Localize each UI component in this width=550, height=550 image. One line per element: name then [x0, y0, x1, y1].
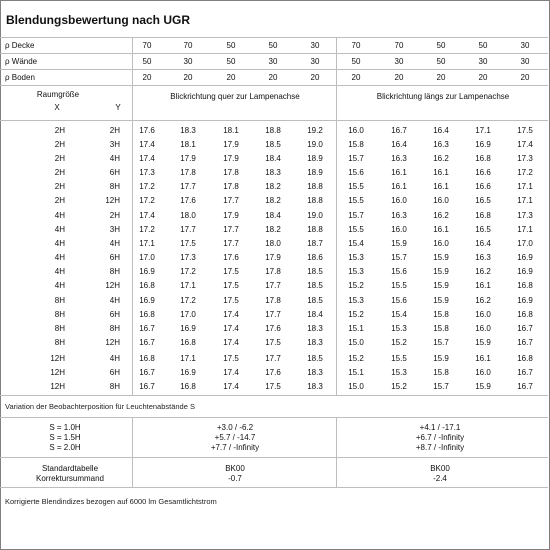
- ugr-value-cell: 16.4: [391, 140, 407, 149]
- ugr-value-cell: 15.6: [391, 267, 407, 276]
- room-x-cell: 8H: [54, 324, 65, 333]
- ugr-value-cell: 15.9: [433, 267, 449, 276]
- room-y-cell: 3H: [109, 140, 120, 149]
- ugr-value-cell: 16.9: [180, 368, 196, 377]
- ugr-value-cell: 16.8: [139, 281, 155, 290]
- ugr-value-cell: 16.0: [433, 196, 449, 205]
- ugr-value-cell: 18.5: [307, 296, 323, 305]
- reflectance-value: 20: [268, 73, 278, 82]
- variation-cross-value: +3.0 / -6.2: [216, 423, 254, 432]
- reflectance-value: 70: [142, 41, 152, 50]
- cross-direction-header: Blickrichtung quer zur Lampenachse: [170, 92, 300, 101]
- ugr-value-cell: 15.4: [391, 310, 407, 319]
- ugr-value-cell: 15.8: [433, 324, 449, 333]
- ugr-value-cell: 17.8: [180, 168, 196, 177]
- ugr-value-cell: 16.1: [475, 354, 491, 363]
- ugr-value-cell: 17.0: [517, 239, 533, 248]
- room-y-cell: 12H: [105, 196, 120, 205]
- reflectance-value: 30: [520, 57, 530, 66]
- ugr-value-cell: 16.9: [517, 267, 533, 276]
- page-title: Blendungsbewertung nach UGR: [6, 13, 191, 27]
- ugr-value-cell: 17.5: [265, 382, 281, 391]
- ugr-value-cell: 15.2: [391, 382, 407, 391]
- along-standard-table: BK00: [430, 464, 450, 473]
- room-x-cell: 12H: [50, 382, 65, 391]
- room-y-cell: 8H: [109, 324, 120, 333]
- ugr-value-cell: 16.4: [433, 126, 449, 135]
- reflectance-value: 30: [520, 41, 530, 50]
- ugr-value-cell: 15.6: [391, 296, 407, 305]
- reflectance-value: 50: [478, 41, 488, 50]
- ugr-value-cell: 16.9: [180, 324, 196, 333]
- column-divider: [132, 417, 133, 487]
- ugr-value-cell: 15.2: [348, 354, 364, 363]
- ugr-value-cell: 17.7: [265, 354, 281, 363]
- ugr-value-cell: 15.5: [391, 281, 407, 290]
- room-x-cell: 8H: [54, 296, 65, 305]
- ugr-value-cell: 17.4: [139, 154, 155, 163]
- divider: [0, 457, 548, 458]
- ugr-value-cell: 18.4: [307, 310, 323, 319]
- room-x-cell: 12H: [50, 354, 65, 363]
- ugr-value-cell: 18.5: [307, 267, 323, 276]
- ugr-value-cell: 15.0: [348, 382, 364, 391]
- ugr-value-cell: 18.2: [265, 196, 281, 205]
- ugr-value-cell: 17.7: [223, 196, 239, 205]
- ugr-value-cell: 16.2: [475, 267, 491, 276]
- ugr-value-cell: 15.7: [433, 338, 449, 347]
- ugr-value-cell: 16.7: [391, 126, 407, 135]
- ugr-value-cell: 16.4: [475, 239, 491, 248]
- ugr-value-cell: 16.0: [475, 368, 491, 377]
- reflectance-value: 20: [394, 73, 404, 82]
- ugr-value-cell: 18.8: [307, 182, 323, 191]
- room-y-cell: 12H: [105, 338, 120, 347]
- ugr-value-cell: 16.7: [517, 338, 533, 347]
- ugr-value-cell: 17.5: [223, 281, 239, 290]
- ugr-value-cell: 17.4: [223, 382, 239, 391]
- ugr-value-cell: 16.7: [139, 382, 155, 391]
- ugr-value-cell: 17.6: [265, 368, 281, 377]
- ugr-value-cell: 17.7: [265, 281, 281, 290]
- ugr-value-cell: 16.3: [391, 154, 407, 163]
- ugr-value-cell: 17.2: [139, 182, 155, 191]
- divider: [0, 487, 548, 488]
- ugr-value-cell: 18.0: [180, 211, 196, 220]
- ugr-value-cell: 17.4: [223, 338, 239, 347]
- ugr-value-cell: 18.7: [307, 239, 323, 248]
- ugr-value-cell: 18.4: [265, 211, 281, 220]
- room-y-cell: 4H: [109, 296, 120, 305]
- ugr-value-cell: 18.3: [307, 382, 323, 391]
- ugr-value-cell: 16.3: [475, 253, 491, 262]
- variation-caption: Variation der Beobachterposition für Leuchtenabstände S: [5, 402, 195, 411]
- ugr-value-cell: 16.1: [475, 281, 491, 290]
- ugr-value-cell: 16.6: [475, 168, 491, 177]
- room-x-cell: 4H: [54, 239, 65, 248]
- ugr-value-cell: 15.3: [391, 368, 407, 377]
- room-x-cell: 2H: [54, 196, 65, 205]
- ugr-value-cell: 15.5: [348, 196, 364, 205]
- room-y-cell: 3H: [109, 225, 120, 234]
- ugr-value-cell: 15.0: [348, 338, 364, 347]
- reflectance-value: 30: [394, 57, 404, 66]
- ugr-value-cell: 16.0: [475, 310, 491, 319]
- room-y-cell: 8H: [109, 382, 120, 391]
- ugr-value-cell: 18.3: [307, 368, 323, 377]
- room-y-cell: 4H: [109, 354, 120, 363]
- ugr-value-cell: 17.1: [517, 182, 533, 191]
- ugr-value-cell: 17.1: [180, 354, 196, 363]
- ugr-value-cell: 16.8: [517, 354, 533, 363]
- ugr-value-cell: 17.2: [517, 168, 533, 177]
- ugr-value-cell: 16.1: [391, 182, 407, 191]
- ugr-value-cell: 16.8: [180, 382, 196, 391]
- ugr-value-cell: 16.7: [517, 368, 533, 377]
- ugr-value-cell: 15.3: [348, 267, 364, 276]
- ugr-value-cell: 17.1: [180, 281, 196, 290]
- ugr-value-cell: 18.8: [265, 126, 281, 135]
- ugr-value-cell: 16.6: [475, 182, 491, 191]
- ugr-value-cell: 17.4: [517, 140, 533, 149]
- ugr-value-cell: 16.8: [180, 338, 196, 347]
- ugr-value-cell: 16.9: [139, 296, 155, 305]
- ugr-value-cell: 17.4: [223, 368, 239, 377]
- ugr-value-cell: 16.0: [391, 196, 407, 205]
- ugr-value-cell: 18.0: [265, 239, 281, 248]
- ugr-value-cell: 18.2: [265, 225, 281, 234]
- ugr-value-cell: 18.3: [180, 126, 196, 135]
- room-x-cell: 8H: [54, 338, 65, 347]
- ugr-value-cell: 17.3: [139, 168, 155, 177]
- ugr-value-cell: 15.9: [391, 239, 407, 248]
- ugr-value-cell: 18.5: [265, 140, 281, 149]
- ugr-value-cell: 16.8: [139, 310, 155, 319]
- room-x-cell: 2H: [54, 154, 65, 163]
- ugr-value-cell: 15.8: [433, 310, 449, 319]
- ugr-value-cell: 16.7: [139, 338, 155, 347]
- divider: [0, 69, 548, 70]
- ugr-value-cell: 16.1: [433, 225, 449, 234]
- ugr-value-cell: 16.0: [475, 324, 491, 333]
- ugr-value-cell: 18.5: [307, 281, 323, 290]
- ugr-value-cell: 16.7: [139, 324, 155, 333]
- variation-cross-value: +5.7 / -14.7: [214, 433, 256, 442]
- ugr-value-cell: 17.5: [223, 354, 239, 363]
- reflectance-value: 20: [520, 73, 530, 82]
- ugr-value-cell: 17.7: [265, 310, 281, 319]
- reflectance-value: 50: [226, 57, 236, 66]
- room-x-cell: 4H: [54, 225, 65, 234]
- reflectance-value: 30: [478, 57, 488, 66]
- reflectance-value: 50: [142, 57, 152, 66]
- ugr-value-cell: 16.9: [475, 140, 491, 149]
- ugr-value-cell: 17.8: [223, 182, 239, 191]
- ugr-value-cell: 17.6: [223, 253, 239, 262]
- ugr-value-cell: 16.1: [433, 182, 449, 191]
- room-x-cell: 4H: [54, 281, 65, 290]
- reflectance-value: 30: [310, 41, 320, 50]
- variation-label: S = 1.0H: [49, 423, 81, 432]
- ugr-value-cell: 17.4: [139, 140, 155, 149]
- room-x-cell: 8H: [54, 310, 65, 319]
- ugr-value-cell: 16.5: [475, 196, 491, 205]
- room-y-cell: 6H: [109, 310, 120, 319]
- ugr-value-cell: 16.8: [517, 281, 533, 290]
- footnote: Korrigierte Blendindizes bezogen auf 6000 lm Gesamtlichtstrom: [5, 497, 217, 506]
- variation-along-value: +4.1 / -17.1: [419, 423, 461, 432]
- ugr-value-cell: 17.8: [265, 296, 281, 305]
- reflectance-value: 50: [268, 41, 278, 50]
- ugr-value-cell: 18.4: [265, 154, 281, 163]
- ugr-value-cell: 17.0: [139, 253, 155, 262]
- ugr-value-cell: 15.2: [348, 281, 364, 290]
- reflectance-value: 70: [351, 41, 361, 50]
- ugr-value-cell: 15.9: [433, 281, 449, 290]
- ugr-value-cell: 15.6: [348, 168, 364, 177]
- ugr-value-cell: 17.4: [223, 324, 239, 333]
- ugr-value-cell: 17.9: [180, 154, 196, 163]
- ugr-value-cell: 16.0: [391, 225, 407, 234]
- ugr-value-cell: 17.9: [223, 211, 239, 220]
- variation-label: S = 1.5H: [49, 433, 81, 442]
- variation-along-value: +6.7 / -Infinity: [415, 433, 465, 442]
- ugr-value-cell: 17.6: [139, 126, 155, 135]
- ugr-value-cell: 16.9: [139, 267, 155, 276]
- reflectance-value: 50: [226, 41, 236, 50]
- room-y-cell: 12H: [105, 281, 120, 290]
- ugr-value-cell: 16.9: [517, 253, 533, 262]
- cross-correction: -0.7: [228, 474, 242, 483]
- reflectance-value: 20: [436, 73, 446, 82]
- ugr-value-cell: 18.9: [307, 168, 323, 177]
- reflectance-value: 70: [394, 41, 404, 50]
- ugr-value-cell: 16.5: [475, 225, 491, 234]
- standard-table-label: Standardtabelle: [41, 464, 99, 473]
- ugr-value-cell: 16.8: [475, 211, 491, 220]
- reflectance-value: 50: [436, 57, 446, 66]
- ugr-value-cell: 17.9: [223, 140, 239, 149]
- reflectance-label: ρ Wände: [5, 57, 38, 66]
- ugr-value-cell: 18.2: [265, 182, 281, 191]
- ugr-value-cell: 17.7: [223, 239, 239, 248]
- reflectance-value: 20: [351, 73, 361, 82]
- ugr-value-cell: 15.9: [475, 338, 491, 347]
- ugr-value-cell: 16.7: [517, 324, 533, 333]
- x-header: X: [54, 103, 60, 112]
- reflectance-value: 20: [310, 73, 320, 82]
- ugr-value-cell: 18.9: [307, 154, 323, 163]
- ugr-value-cell: 17.5: [517, 126, 533, 135]
- ugr-value-cell: 17.1: [517, 196, 533, 205]
- ugr-value-cell: 17.4: [139, 211, 155, 220]
- reflectance-value: 20: [142, 73, 152, 82]
- y-header: Y: [115, 103, 121, 112]
- ugr-value-cell: 15.7: [348, 154, 364, 163]
- divider: [0, 85, 548, 86]
- ugr-value-cell: 18.1: [180, 140, 196, 149]
- reflectance-label: ρ Boden: [5, 73, 35, 82]
- room-x-cell: 12H: [50, 368, 65, 377]
- room-y-cell: 4H: [109, 154, 120, 163]
- ugr-value-cell: 16.2: [433, 154, 449, 163]
- room-y-cell: 6H: [109, 168, 120, 177]
- variation-label: S = 2.0H: [49, 443, 81, 452]
- ugr-value-cell: 16.0: [348, 126, 364, 135]
- room-y-cell: 6H: [109, 368, 120, 377]
- room-y-cell: 8H: [109, 182, 120, 191]
- ugr-value-cell: 18.3: [307, 338, 323, 347]
- ugr-value-cell: 15.4: [348, 239, 364, 248]
- room-y-cell: 2H: [109, 126, 120, 135]
- ugr-value-cell: 19.2: [307, 126, 323, 135]
- ugr-value-cell: 17.0: [180, 310, 196, 319]
- ugr-value-cell: 15.2: [348, 310, 364, 319]
- reflectance-value: 30: [268, 57, 278, 66]
- ugr-value-cell: 16.3: [391, 211, 407, 220]
- reflectance-value: 30: [310, 57, 320, 66]
- room-x-cell: 4H: [54, 211, 65, 220]
- room-size-header: Raumgröße: [36, 90, 80, 99]
- ugr-value-cell: 17.1: [475, 126, 491, 135]
- ugr-value-cell: 17.1: [517, 225, 533, 234]
- ugr-value-cell: 15.1: [348, 324, 364, 333]
- reflectance-value: 50: [436, 41, 446, 50]
- ugr-value-cell: 18.6: [307, 253, 323, 262]
- ugr-value-cell: 15.3: [348, 296, 364, 305]
- ugr-value-cell: 18.3: [265, 168, 281, 177]
- room-x-cell: 2H: [54, 168, 65, 177]
- room-x-cell: 4H: [54, 253, 65, 262]
- ugr-value-cell: 17.3: [517, 154, 533, 163]
- along-direction-header: Blickrichtung längs zur Lampenachse: [376, 92, 510, 101]
- ugr-value-cell: 15.1: [348, 368, 364, 377]
- room-y-cell: 6H: [109, 253, 120, 262]
- room-y-cell: 2H: [109, 211, 120, 220]
- ugr-value-cell: 16.1: [433, 168, 449, 177]
- room-x-cell: 2H: [54, 126, 65, 135]
- ugr-value-cell: 17.8: [265, 267, 281, 276]
- ugr-value-cell: 18.8: [307, 225, 323, 234]
- ugr-value-cell: 17.6: [265, 324, 281, 333]
- ugr-value-cell: 18.8: [307, 196, 323, 205]
- ugr-value-cell: 17.8: [223, 168, 239, 177]
- ugr-value-cell: 18.3: [307, 324, 323, 333]
- divider: [0, 417, 548, 418]
- ugr-value-cell: 17.2: [139, 196, 155, 205]
- ugr-value-cell: 17.5: [223, 296, 239, 305]
- reflectance-value: 50: [351, 57, 361, 66]
- ugr-value-cell: 16.1: [391, 168, 407, 177]
- ugr-value-cell: 16.9: [517, 296, 533, 305]
- ugr-value-cell: 15.5: [391, 354, 407, 363]
- ugr-value-cell: 17.2: [139, 225, 155, 234]
- ugr-value-cell: 17.7: [223, 225, 239, 234]
- cross-standard-table: BK00: [225, 464, 245, 473]
- ugr-value-cell: 15.5: [348, 225, 364, 234]
- ugr-value-cell: 17.5: [223, 267, 239, 276]
- divider: [0, 53, 548, 54]
- room-y-cell: 8H: [109, 267, 120, 276]
- ugr-value-cell: 15.8: [433, 368, 449, 377]
- ugr-value-cell: 17.7: [180, 182, 196, 191]
- ugr-value-cell: 15.7: [348, 211, 364, 220]
- ugr-value-cell: 16.8: [139, 354, 155, 363]
- ugr-value-cell: 17.6: [180, 196, 196, 205]
- reflectance-label: ρ Decke: [5, 41, 35, 50]
- ugr-value-cell: 16.2: [475, 296, 491, 305]
- reflectance-value: 70: [183, 41, 193, 50]
- ugr-value-cell: 17.4: [223, 310, 239, 319]
- correction-label: Korrektursummand: [35, 474, 105, 483]
- ugr-value-cell: 15.7: [391, 253, 407, 262]
- ugr-value-cell: 17.5: [265, 338, 281, 347]
- ugr-value-cell: 17.2: [180, 267, 196, 276]
- ugr-value-cell: 16.7: [139, 368, 155, 377]
- ugr-value-cell: 15.9: [433, 296, 449, 305]
- ugr-value-cell: 17.9: [223, 154, 239, 163]
- ugr-value-cell: 16.0: [433, 239, 449, 248]
- ugr-value-cell: 16.2: [433, 211, 449, 220]
- ugr-value-cell: 17.3: [180, 253, 196, 262]
- ugr-value-cell: 16.3: [433, 140, 449, 149]
- divider: [0, 37, 548, 38]
- reflectance-value: 20: [226, 73, 236, 82]
- ugr-value-cell: 16.8: [475, 154, 491, 163]
- ugr-value-cell: 15.2: [391, 338, 407, 347]
- column-divider: [336, 37, 337, 395]
- ugr-value-cell: 17.5: [180, 239, 196, 248]
- variation-along-value: +8.7 / -Infinity: [415, 443, 465, 452]
- ugr-value-cell: 17.3: [517, 211, 533, 220]
- column-divider: [336, 417, 337, 487]
- ugr-value-cell: 15.9: [433, 253, 449, 262]
- ugr-value-cell: 15.8: [348, 140, 364, 149]
- divider: [0, 395, 548, 396]
- ugr-value-cell: 15.3: [348, 253, 364, 262]
- variation-cross-value: +7.7 / -Infinity: [210, 443, 260, 452]
- ugr-value-cell: 17.2: [180, 296, 196, 305]
- ugr-value-cell: 16.7: [517, 382, 533, 391]
- reflectance-value: 30: [183, 57, 193, 66]
- ugr-value-cell: 17.9: [265, 253, 281, 262]
- ugr-value-cell: 18.5: [307, 354, 323, 363]
- ugr-value-cell: 15.5: [348, 182, 364, 191]
- ugr-value-cell: 15.9: [433, 354, 449, 363]
- ugr-value-cell: 17.1: [139, 239, 155, 248]
- room-y-cell: 4H: [109, 239, 120, 248]
- ugr-value-cell: 15.9: [475, 382, 491, 391]
- ugr-value-cell: 16.8: [517, 310, 533, 319]
- room-x-cell: 4H: [54, 267, 65, 276]
- divider: [0, 120, 548, 121]
- along-correction: -2.4: [433, 474, 447, 483]
- ugr-value-cell: 15.7: [433, 382, 449, 391]
- reflectance-value: 20: [183, 73, 193, 82]
- ugr-value-cell: 15.3: [391, 324, 407, 333]
- reflectance-value: 20: [478, 73, 488, 82]
- ugr-value-cell: 17.7: [180, 225, 196, 234]
- room-x-cell: 2H: [54, 140, 65, 149]
- room-x-cell: 2H: [54, 182, 65, 191]
- ugr-value-cell: 19.0: [307, 211, 323, 220]
- ugr-value-cell: 18.1: [223, 126, 239, 135]
- ugr-value-cell: 19.0: [307, 140, 323, 149]
